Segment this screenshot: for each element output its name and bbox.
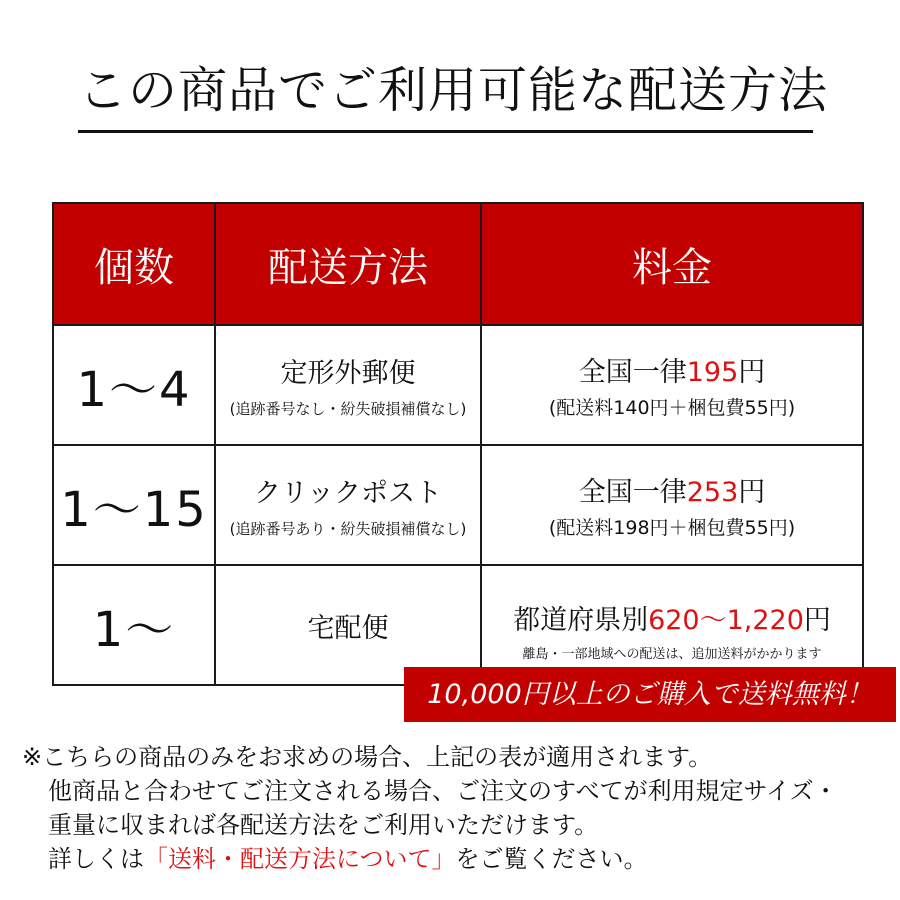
method-note: (追跡番号なし・紛失破損補償なし)	[229, 400, 467, 418]
note-line: 他商品と合わせてご注文される場合、ご注文のすべてが利用規定サイズ・	[48, 777, 838, 805]
price-suffix: 円	[738, 357, 766, 388]
header-method: 配送方法	[215, 203, 481, 325]
quantity-cell: 1～	[53, 565, 215, 685]
table-header-row	[53, 203, 863, 325]
remote-area-note: 離島・一部地域への配送は、追加送料がかかります	[522, 647, 822, 662]
header-quantity: 個数	[53, 203, 215, 325]
method-cell	[215, 325, 481, 445]
method-cell	[215, 445, 481, 565]
note-suffix: をご覧ください。	[455, 845, 648, 873]
price-amount: 253	[686, 477, 739, 508]
price-main	[482, 350, 862, 389]
quantity-cell: 1～15	[53, 445, 215, 565]
header-price: 料金	[481, 203, 863, 325]
shipping-policy-link[interactable]: 「送料・配送方法について」	[144, 845, 456, 873]
price-amount: 195	[686, 357, 739, 388]
price-suffix: 円	[803, 605, 831, 636]
table-row	[53, 325, 863, 445]
method-name: 定形外郵便	[280, 358, 416, 389]
price-main	[482, 598, 862, 637]
note-prefix: 詳しくは	[48, 845, 144, 873]
method-name: クリックポスト	[254, 478, 442, 509]
method-note: (追跡番号あり・紛失破損補償なし)	[229, 520, 467, 538]
quantity-cell: 1～4	[53, 325, 215, 445]
price-amount: 620～1,220	[648, 605, 804, 636]
title-underline	[78, 130, 813, 133]
shipping-notes	[22, 740, 892, 876]
price-prefix: 全国一律	[578, 357, 687, 388]
table-row	[53, 445, 863, 565]
price-prefix: 都道府県別	[513, 605, 649, 636]
price-detail: (配送料140円＋梱包費55円)	[548, 397, 796, 419]
shipping-table	[52, 202, 864, 686]
price-suffix: 円	[738, 477, 766, 508]
free-shipping-banner: 10,000円以上のご購入で送料無料！	[404, 667, 896, 722]
note-line: ※こちらの商品のみをお求めの場合、上記の表が適用されます。	[22, 743, 713, 771]
price-cell	[481, 445, 863, 565]
page-title: この商品でご利用可能な配送方法	[78, 62, 829, 119]
price-prefix: 全国一律	[578, 477, 687, 508]
note-line: 重量に収まれば各配送方法をご利用いただけます。	[48, 811, 599, 839]
method-name: 宅配便	[307, 612, 389, 644]
price-cell	[481, 325, 863, 445]
note-line	[22, 842, 892, 876]
price-main	[482, 470, 862, 509]
price-detail: (配送料198円＋梱包費55円)	[548, 517, 796, 539]
